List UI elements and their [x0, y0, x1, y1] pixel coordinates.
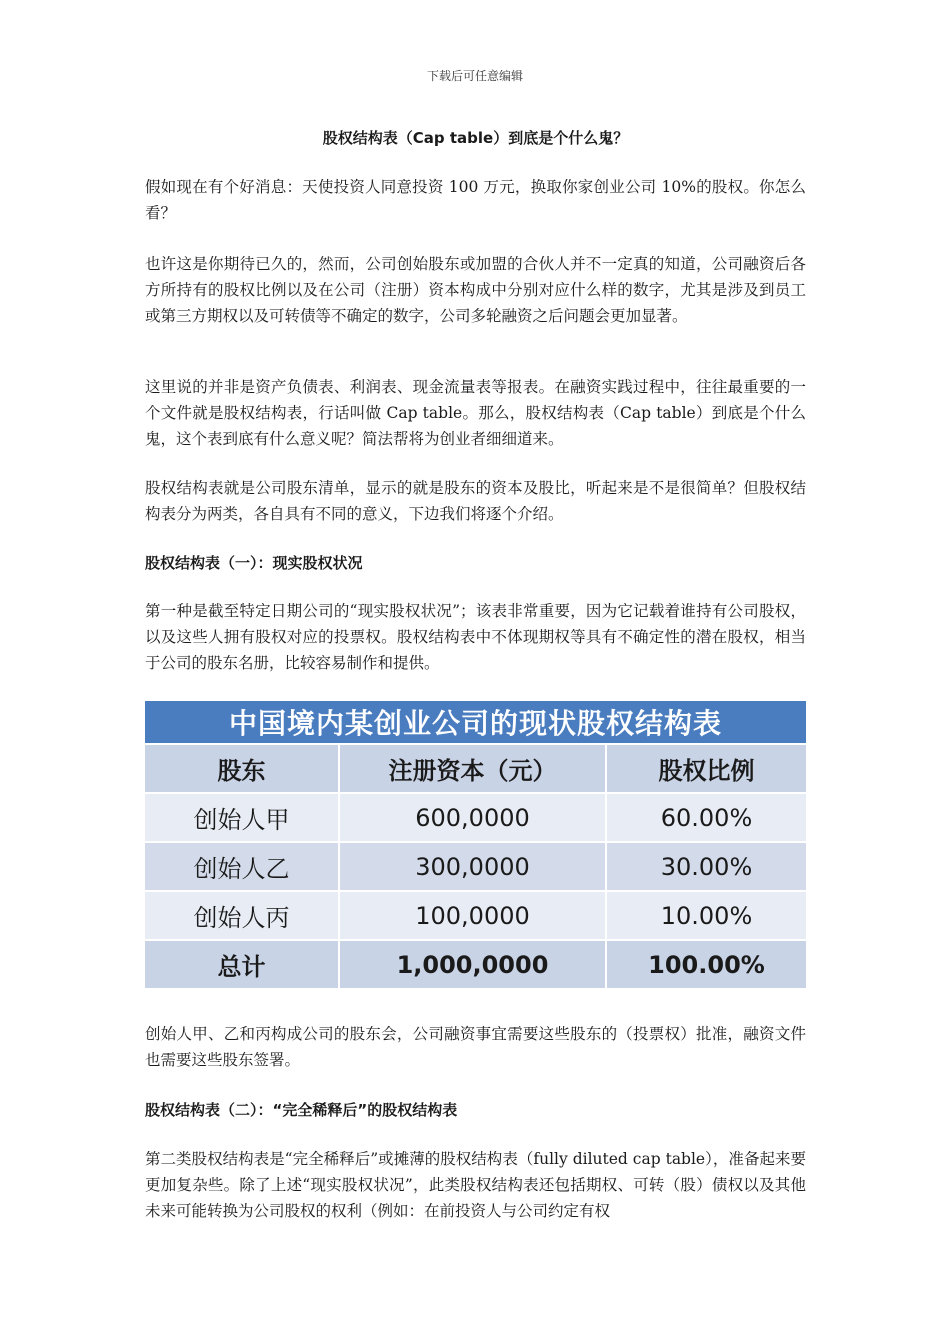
table-cell: 600,0000: [340, 794, 607, 841]
header-cell: 股东: [145, 745, 340, 792]
table-cell: 创始人丙: [145, 892, 340, 939]
total-cell: 总计: [145, 941, 340, 988]
table-cell: 创始人乙: [145, 843, 340, 890]
paragraph-intro: 假如现在有个好消息：天使投资人同意投资 100 万元，换取你家创业公司 10%的股权。你怎么看？: [145, 178, 806, 222]
cap-table-image: [145, 701, 806, 980]
paragraph-two-types: 股权结构表就是公司股东清单，显示的就是股东的资本及股比，听起来是不是很简单？但股权结构表分为两类，各自具有不同的意义，下边我们将逐个介绍。: [145, 479, 806, 523]
table-header-row: [145, 743, 806, 792]
table-row: [145, 792, 806, 841]
heading-section-two: 股权结构表（二）：“完全稀释后”的股权结构表: [145, 1101, 458, 1119]
document-title: 股权结构表（Cap table）到底是个什么鬼？: [322, 129, 629, 147]
cap-table-title: 中国境内某创业公司的现状股权结构表: [145, 701, 806, 743]
paragraph-cap-table-intro: 这里说的并非是资产负债表、利润表、现金流量表等报表。在融资实践过程中，往往最重要的一个文件就是股权结构表，行话叫做 Cap table。那么，股权结构表（Cap table）到底是个什么鬼，这个表到底有什么意义呢？简法帮将为创业者细细道来。: [145, 378, 806, 448]
table-total-row: [145, 939, 806, 988]
table-cell: 60.00%: [660, 803, 753, 832]
table-cell: 300,0000: [340, 843, 607, 890]
table-row: [145, 890, 806, 939]
paragraph-section-one: 第一种是截至特定日期公司的“现实股权状况”；该表非常重要，因为它记载着谁持有公司股权，以及这些人拥有股权对应的投票权。股权结构表中不体现期权等具有不确定性的潜在股权，相当于公司的股东名册，比较容易制作和提供。: [145, 602, 806, 672]
table-cell: 创始人甲: [145, 794, 340, 841]
header-cell: 股权比例: [658, 757, 755, 785]
heading-section-one: 股权结构表（一）：现实股权状况: [145, 554, 363, 572]
table-row: [145, 841, 806, 890]
total-cell: 100.00%: [648, 950, 765, 979]
paragraph-shareholders: 创始人甲、乙和丙构成公司的股东会，公司融资事宜需要这些股东的（投票权）批准，融资文件也需要这些股东签署。: [145, 1025, 806, 1069]
table-cell: 100,0000: [340, 892, 607, 939]
header-note: 下载后可任意编辑: [426, 69, 523, 83]
paragraph-background: 也许这是你期待已久的，然而，公司创始股东或加盟的合伙人并不一定真的知道，公司融资后各方所持有的股权比例以及在公司（注册）资本构成中分别对应什么样的数字，尤其是涉及到员工或第三方期权以及可转债等不确定的数字，公司多轮融资之后问题会更加显著。: [145, 255, 806, 325]
total-cell: 1,000,0000: [340, 941, 607, 988]
table-cell: 30.00%: [660, 852, 753, 881]
table-cell: 10.00%: [660, 901, 753, 930]
header-cell: 注册资本（元）: [340, 745, 607, 792]
paragraph-section-two: 第二类股权结构表是“完全稀释后”或摊薄的股权结构表（fully diluted cap table），准备起来要更加复杂些。除了上述“现实股权状况”，此类股权结构表还包括期权、可转（股）债权以及其他未来可能转换为公司股权的权利（例如：在前投资人与公司约定有权: [145, 1150, 806, 1220]
